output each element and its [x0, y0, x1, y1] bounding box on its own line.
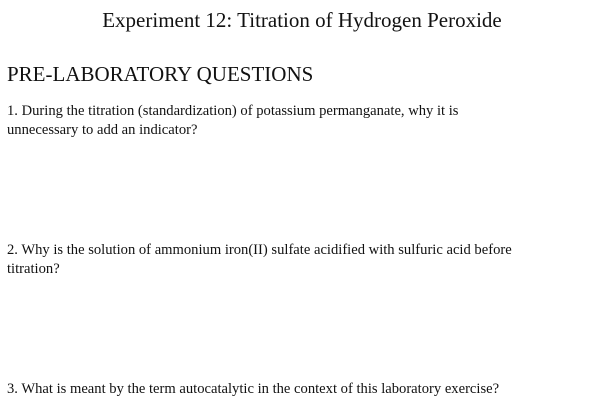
question-2-line-2: titration? — [7, 261, 60, 277]
document-title: Experiment 12: Titration of Hydrogen Peroxide — [102, 8, 502, 32]
question-1-line-2: unnecessary to add an indicator? — [7, 122, 198, 138]
question-2-line-1: 2. Why is the solution of ammonium iron(II) sulfate acidified with sulfuric acid before — [7, 242, 512, 258]
section-heading: PRE-LABORATORY QUESTIONS — [7, 62, 314, 86]
question-3 — [7, 380, 601, 399]
question-1 — [7, 102, 601, 140]
question-3-line-1: 3. What is meant by the term autocatalytic in the context of this laboratory exercise? — [7, 381, 500, 397]
question-2 — [7, 241, 601, 279]
question-1-line-1: 1. During the titration (standardization) of potassium permanganate, why it is — [7, 103, 459, 119]
